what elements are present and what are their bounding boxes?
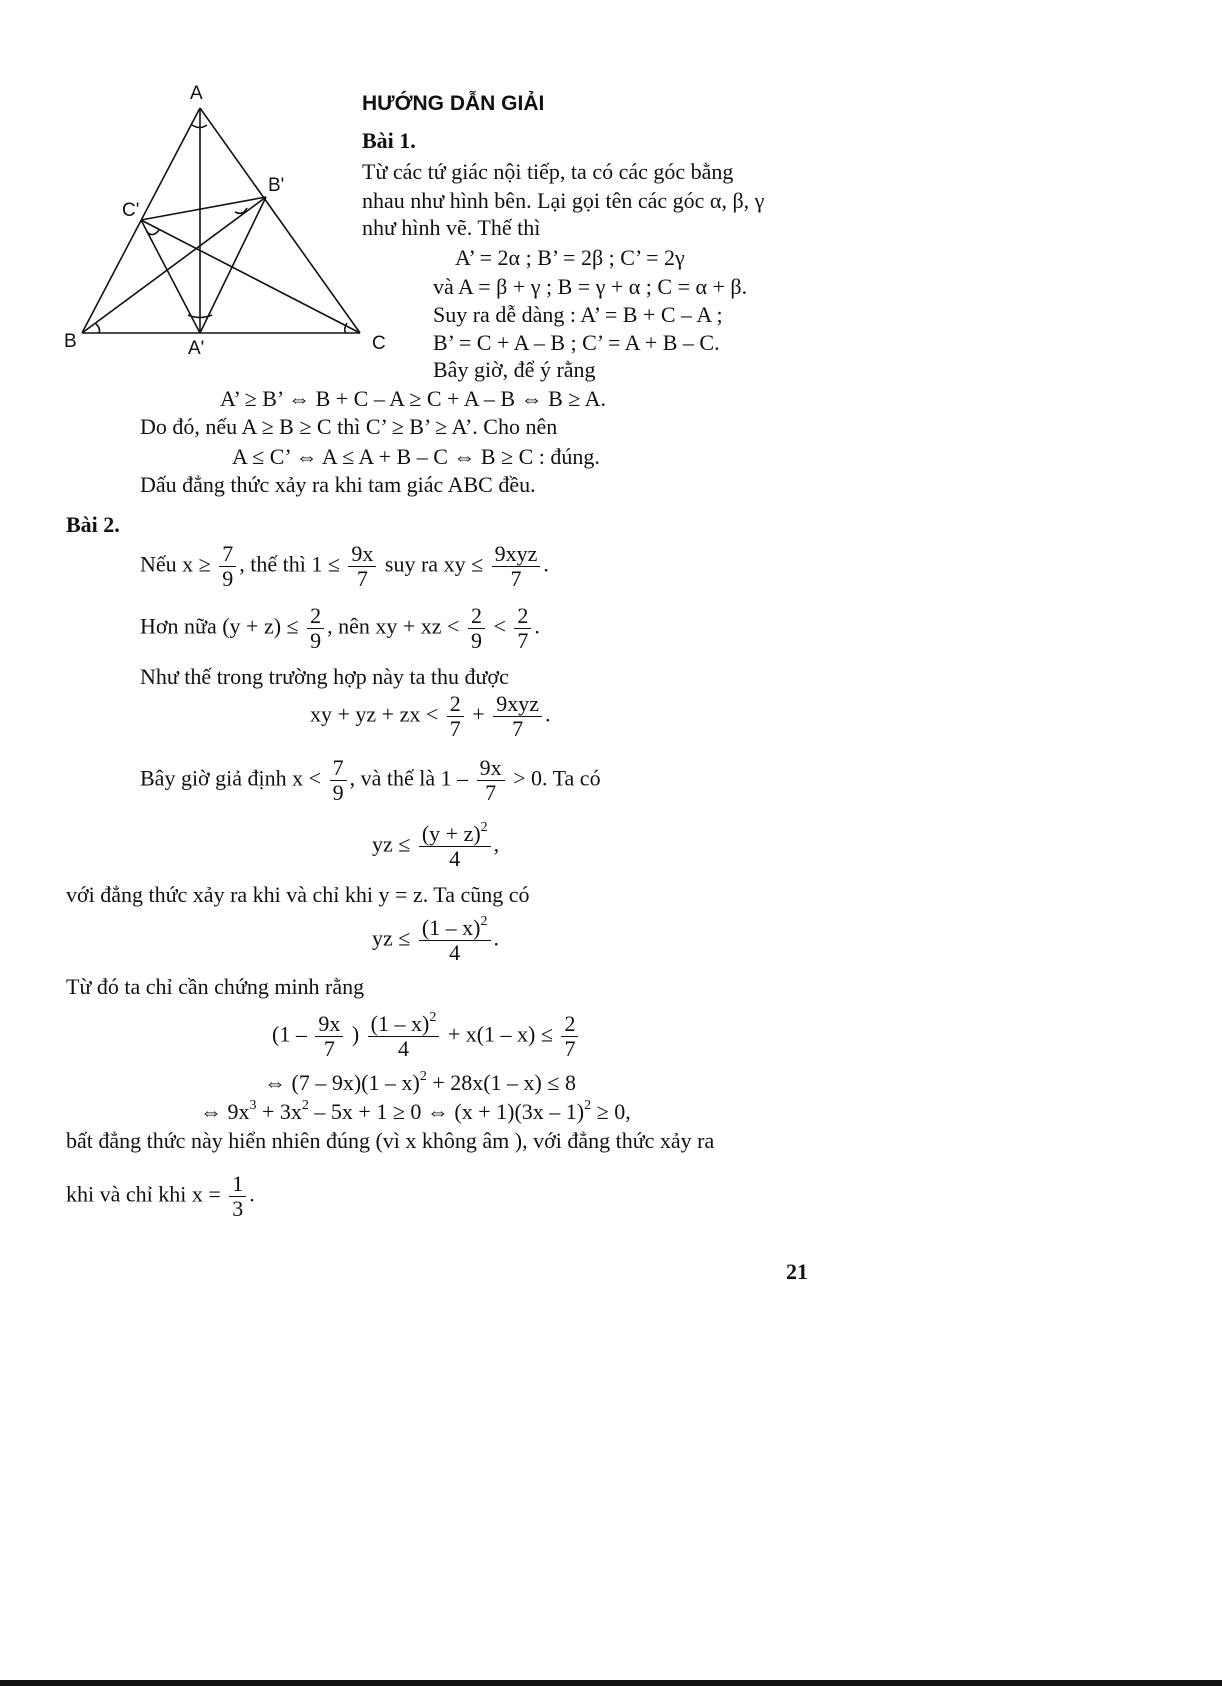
text: suy ra xy ≤ (384, 551, 484, 577)
bai2-line-6 (372, 822, 499, 871)
bai1-line: Do đó, nếu A ≥ B ≥ C thì C’ ≥ B’ ≥ A’. Cho nên (140, 414, 558, 439)
numerator: 9x (348, 542, 376, 567)
bai2-line-1 (140, 542, 549, 591)
bai2-line-14 (66, 1172, 255, 1221)
fraction (348, 542, 376, 591)
denominator: 4 (449, 846, 461, 871)
text: xy + yz + zx < (310, 701, 439, 727)
label-b: B (64, 331, 77, 352)
text: (1 – x) (370, 1011, 430, 1036)
fraction (330, 756, 347, 805)
numerator (419, 916, 491, 941)
bai2-line-5 (140, 756, 601, 805)
text: , và thế là 1 – (349, 765, 469, 791)
bai2-line-3: Như thế trong trường hợp này ta thu được (140, 664, 509, 689)
bai2-line-13: bất đẳng thức này hiển nhiên đúng (vì x không âm ), với đẳng thức xảy ra (66, 1128, 715, 1153)
text: . (543, 551, 549, 577)
fraction (315, 1012, 343, 1061)
fraction (493, 692, 542, 741)
numerator (368, 1012, 440, 1037)
text: Hơn nữa (y + z) ≤ (140, 613, 299, 639)
text: . (493, 925, 499, 951)
denominator: 7 (356, 566, 368, 591)
text: > 0. Ta có (513, 765, 601, 791)
scan-edge-bar (0, 1680, 1222, 1686)
text: + (472, 701, 485, 727)
fraction (468, 604, 485, 653)
text: , nên xy + xz < (327, 613, 460, 639)
bai2-line-2 (140, 604, 540, 653)
bai1-line: và A = β + γ ; B = γ + α ; C = α + β. (433, 274, 748, 299)
text: . (534, 613, 540, 639)
text: Bây giờ giả định x < (140, 765, 322, 791)
bai2-line-4 (310, 692, 550, 741)
text: ) (351, 1021, 360, 1047)
text: . (249, 1181, 255, 1207)
fraction (561, 1012, 578, 1061)
bai2-line-7: với đẳng thức xảy ra khi và chỉ khi y = z. Ta cũng có (66, 882, 530, 907)
label-c-prime: C' (122, 200, 140, 221)
bai1-line: A’ = 2α ; B’ = 2β ; C’ = 2γ (455, 245, 685, 270)
numerator: 2 (447, 692, 464, 717)
text: – 5x + 1 ≥ 0 ⇔ (x + 1)(3x – 1) (314, 1099, 585, 1124)
fraction (477, 756, 505, 805)
bai2-title: Bài 2. (66, 512, 120, 537)
fraction (419, 916, 491, 965)
label-a-prime: A' (188, 338, 205, 359)
bai1-title: Bài 1. (362, 128, 416, 153)
text: Nếu x ≥ (140, 551, 211, 577)
numerator: 7 (219, 542, 236, 567)
numerator: 2 (561, 1012, 578, 1037)
text: (1 – (272, 1021, 307, 1047)
text: (1 – x) (421, 915, 481, 940)
text: ≥ 0, (596, 1099, 631, 1124)
numerator (419, 822, 491, 847)
denominator: 3 (232, 1196, 244, 1221)
triangle-figure (55, 80, 395, 360)
bai1-line: nhau như hình bên. Lại gọi tên các góc α, β, γ (362, 188, 765, 213)
denominator: 7 (323, 1036, 335, 1061)
text: , thế thì 1 ≤ (239, 551, 340, 577)
label-b-prime: B' (268, 175, 285, 196)
bai2-line-8 (372, 916, 499, 965)
denominator: 7 (564, 1036, 576, 1061)
exponent: 2 (584, 1098, 592, 1113)
page-number: 21 (786, 1259, 808, 1284)
text: + x(1 – x) ≤ (447, 1021, 553, 1047)
fraction (492, 542, 541, 591)
bai1-line: như hình vẽ. Thế thì (362, 215, 541, 240)
denominator: 7 (485, 780, 497, 805)
denominator: 4 (449, 940, 461, 965)
label-a: A (190, 83, 203, 104)
label-c: C (372, 333, 386, 354)
bai2-line-12 (200, 1098, 631, 1126)
bai1-line: Suy ra dễ dàng : A’ = B + C – A ; (433, 302, 723, 327)
denominator: 7 (517, 628, 529, 653)
fraction (368, 1012, 440, 1061)
numerator: 9xyz (492, 542, 541, 567)
bai1-line: Từ các tứ giác nội tiếp, ta có các góc bằng (362, 159, 734, 184)
fraction (219, 542, 236, 591)
text: yz ≤ (372, 831, 411, 857)
text: < (493, 613, 506, 639)
numerator: 2 (514, 604, 531, 629)
denominator: 9 (310, 628, 322, 653)
denominator: 9 (222, 566, 234, 591)
denominator: 7 (510, 566, 522, 591)
numerator: 9x (477, 756, 505, 781)
numerator: 7 (330, 756, 347, 781)
numerator: 1 (229, 1172, 246, 1197)
bai1-line: B’ = C + A – B ; C’ = A + B – C. (433, 330, 720, 355)
numerator: 2 (468, 604, 485, 629)
text: , (493, 831, 500, 857)
bai1-line: Dấu đẳng thức xảy ra khi tam giác ABC đều. (140, 472, 536, 497)
denominator: 4 (397, 1036, 409, 1061)
numerator: 9x (315, 1012, 343, 1037)
bai1-line: Bây giờ, để ý rằng (433, 357, 596, 382)
numerator: 2 (307, 604, 324, 629)
exponent: 2 (480, 914, 488, 929)
denominator: 7 (512, 716, 524, 741)
denominator: 7 (449, 716, 461, 741)
text: ⇔ (7 – 9x)(1 – x) (264, 1070, 420, 1095)
text: ⇔ 9x (200, 1099, 250, 1124)
fraction (307, 604, 324, 653)
exponent: 2 (301, 1098, 309, 1113)
exponent: 3 (249, 1098, 257, 1113)
page-heading: HƯỚNG DẪN GIẢI (362, 92, 545, 115)
fraction (229, 1172, 246, 1221)
bai1-line: A’ ≥ B’ ⇔ B + C – A ≥ C + A – B ⇔ B ≥ A. (220, 386, 607, 411)
text: . (544, 701, 551, 727)
bai2-line-11 (264, 1069, 576, 1097)
numerator: 9xyz (493, 692, 542, 717)
text: yz ≤ (372, 925, 411, 951)
bai1-line: A ≤ C’ ⇔ A ≤ A + B – C ⇔ B ≥ C : đúng. (232, 444, 600, 469)
text: + 3x (262, 1099, 302, 1124)
text: (y + z) (421, 821, 481, 846)
text: khi và chỉ khi x = (66, 1181, 221, 1207)
denominator: 9 (470, 628, 482, 653)
exponent: 2 (480, 820, 488, 835)
exponent: 2 (429, 1010, 437, 1025)
fraction (447, 692, 464, 741)
bai2-line-9: Từ đó ta chỉ cần chứng minh rằng (66, 974, 365, 999)
fraction (514, 604, 531, 653)
fraction (419, 822, 491, 871)
exponent: 2 (419, 1069, 427, 1084)
text: + 28x(1 – x) ≤ 8 (432, 1070, 576, 1095)
denominator: 9 (332, 780, 344, 805)
bai2-line-10 (272, 1012, 581, 1061)
